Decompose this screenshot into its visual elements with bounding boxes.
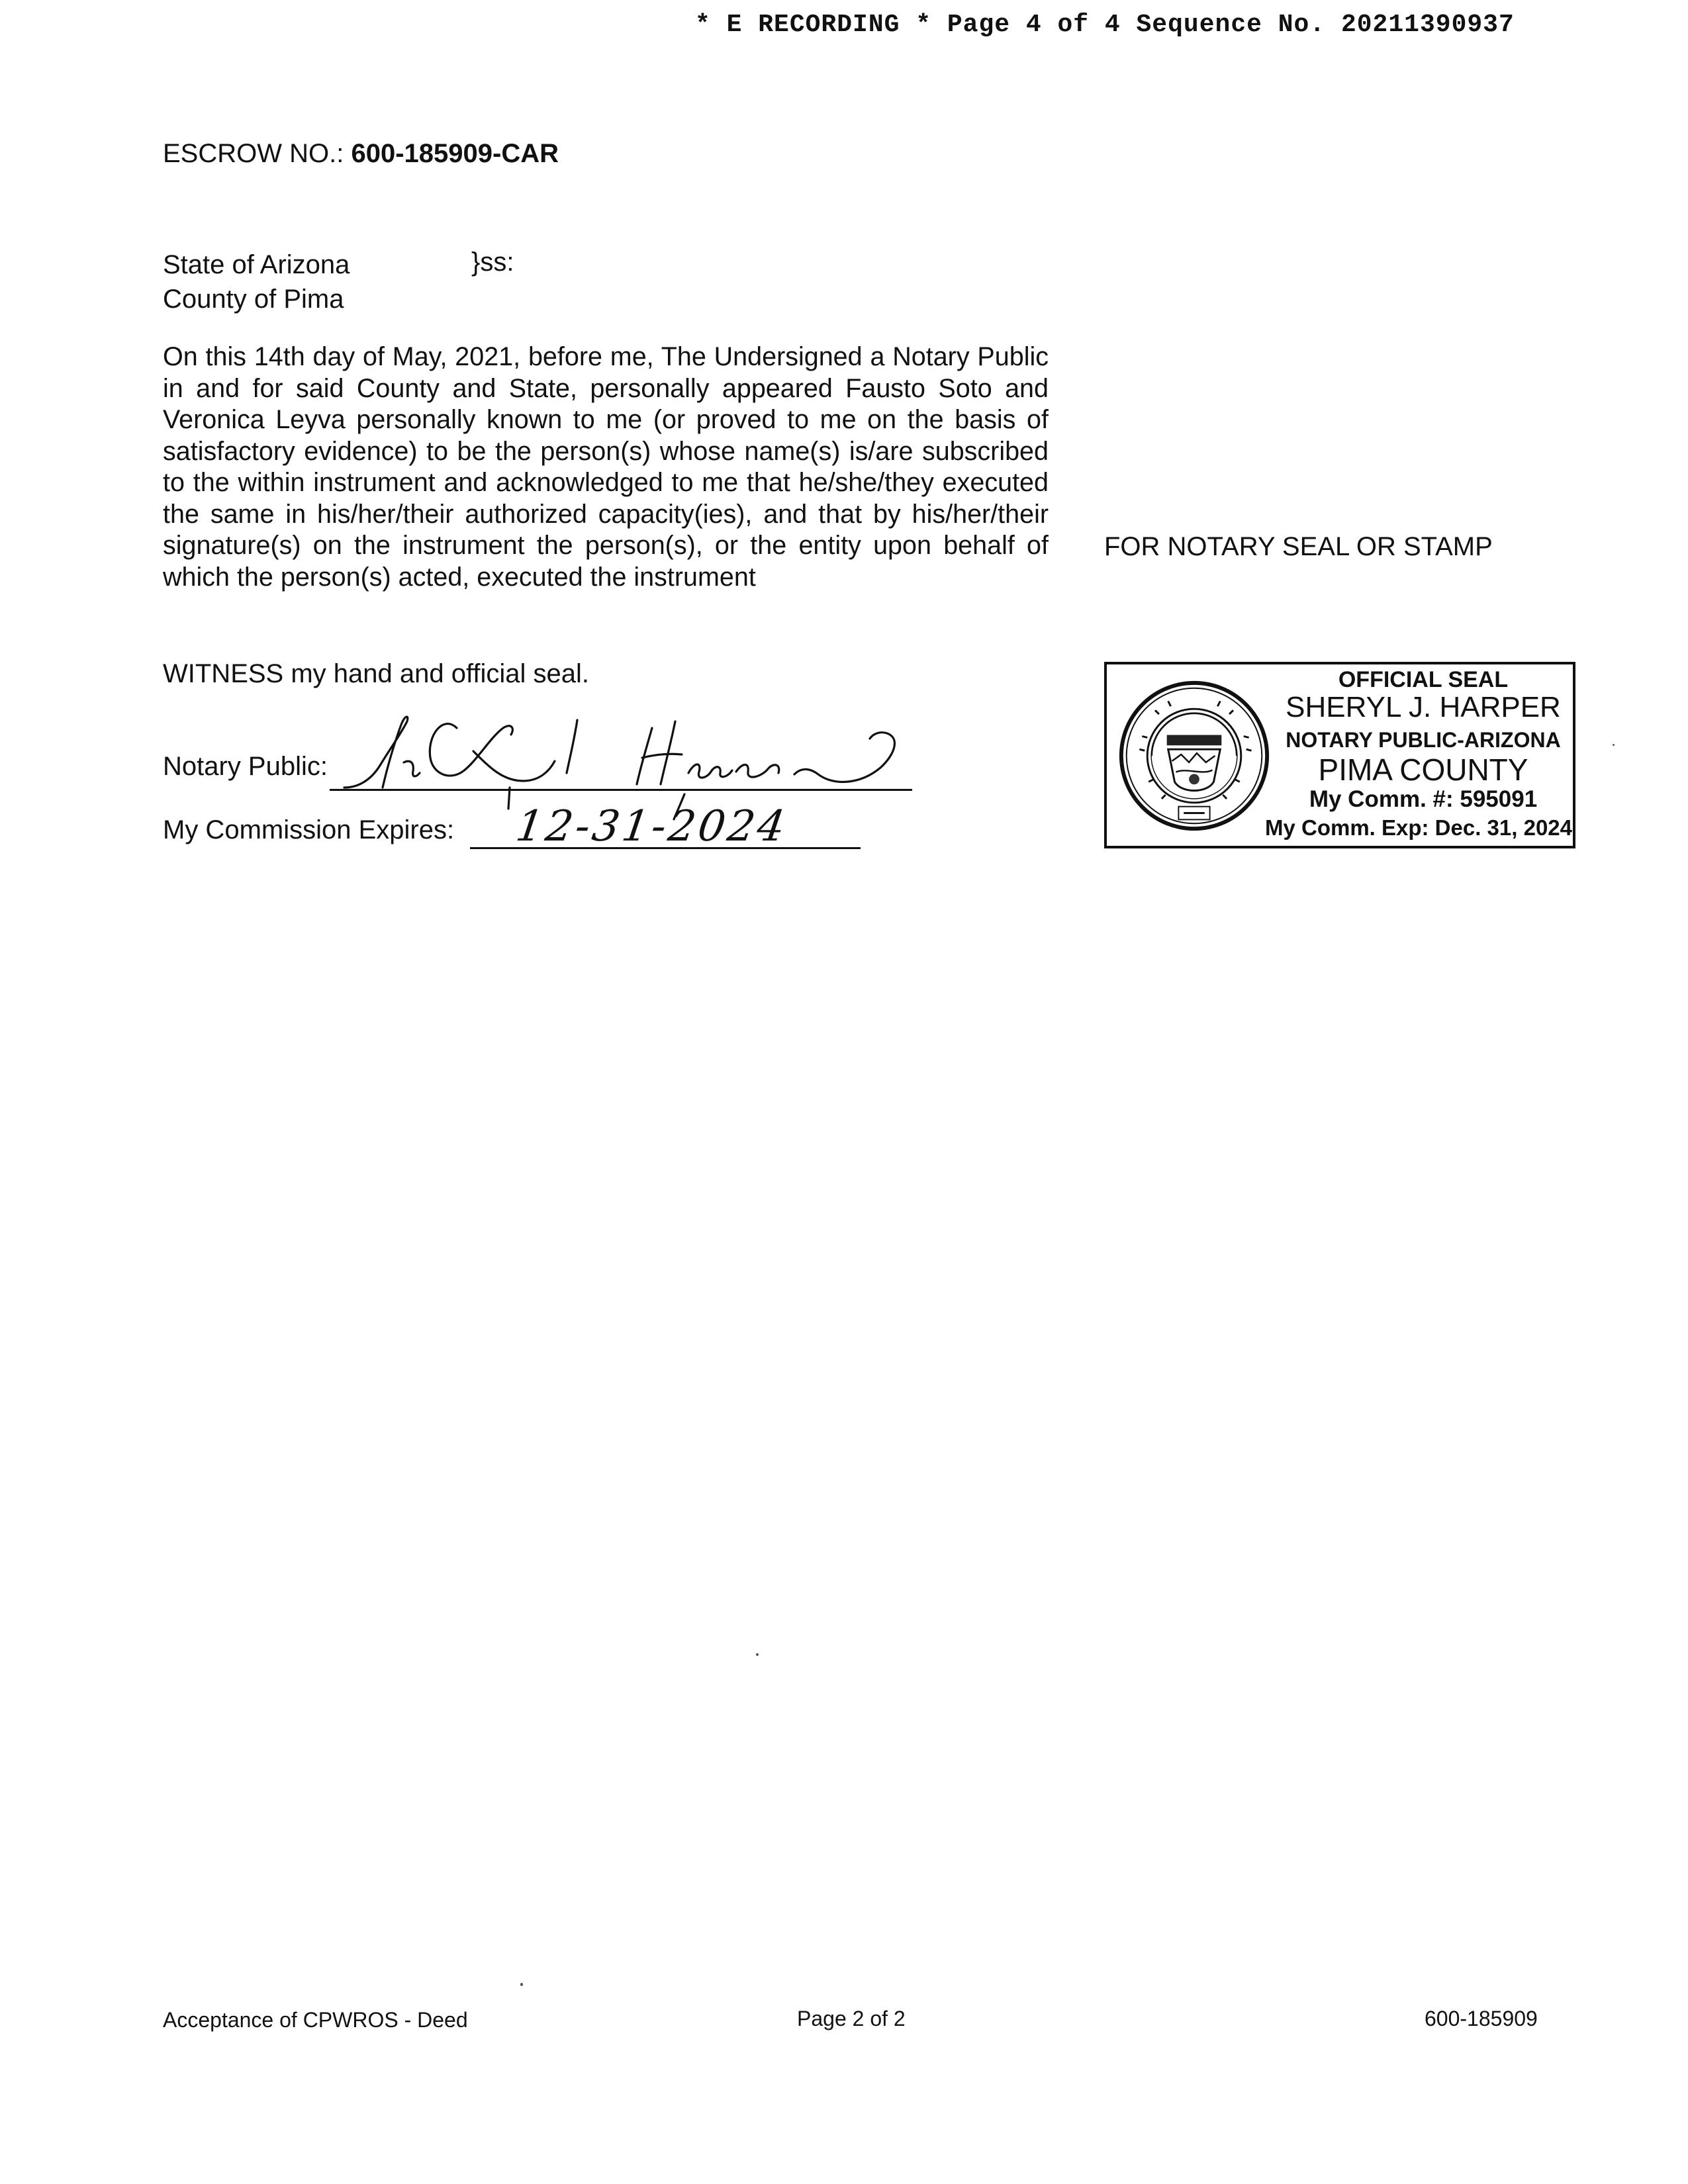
stamp-notary-name: SHERYL J. HARPER [1286,691,1561,723]
escrow-number: 600-185909-CAR [351,139,559,168]
scan-speck [1613,744,1615,746]
notary-public-label: Notary Public: [163,752,328,781]
stamp-commission-expiration: My Comm. Exp: Dec. 31, 2024 [1264,815,1573,840]
acknowledgment-paragraph: On this 14th day of May, 2021, before me, The Undersigned a Notary Public in and for said County and State, personally appeared Fausto Soto and Veronica Leyva personally known to me (or proved to me on the basis of satisfactory evidence) to be the person(s) whose name(s) is/are subscribed to the within instrument and acknowledged to me that he/she/they executed the same in his/her/their authorized capacity(ies), and that by his/her/their signature(s) on the instrument the person(s), or the entity upon behalf of which the person(s) acted, executed the instrument [163,342,1049,592]
stamp-notary-role: NOTARY PUBLIC-ARIZONA [1286,728,1561,752]
commission-expires-handwritten: 12-31-2024 [512,802,791,851]
recording-header: * E RECORDING * Page 4 of 4 Sequence No. 20211390937 [695,11,1515,39]
stamp-commission-number: My Comm. #: 595091 [1309,786,1538,812]
venue-block [163,248,350,316]
venue-state: State of Arizona [163,250,350,279]
scan-speck [520,1983,523,1986]
venue-county: County of Pima [163,285,344,314]
stamp-title: OFFICIAL SEAL [1338,667,1509,692]
great-seal-arizona-icon [1116,678,1272,834]
commission-expires-label: My Commission Expires: [163,815,455,844]
stamp-county: PIMA COUNTY [1318,752,1528,787]
escrow-label: ESCROW NO.: [163,139,344,168]
notary-stamp [1104,662,1575,848]
footer-file-number: 600-185909 [1425,2007,1538,2030]
scan-speck [756,1653,759,1656]
escrow-number-line [163,139,559,169]
footer-document-title: Acceptance of CPWROS - Deed [163,2008,468,2032]
venue-ss: }ss: [471,248,514,277]
notary-signature [331,688,927,821]
witness-statement: WITNESS my hand and official seal. [163,659,589,688]
footer-page-number: Page 2 of 2 [797,2007,906,2030]
seal-area-caption: FOR NOTARY SEAL OR STAMP [1104,532,1493,561]
